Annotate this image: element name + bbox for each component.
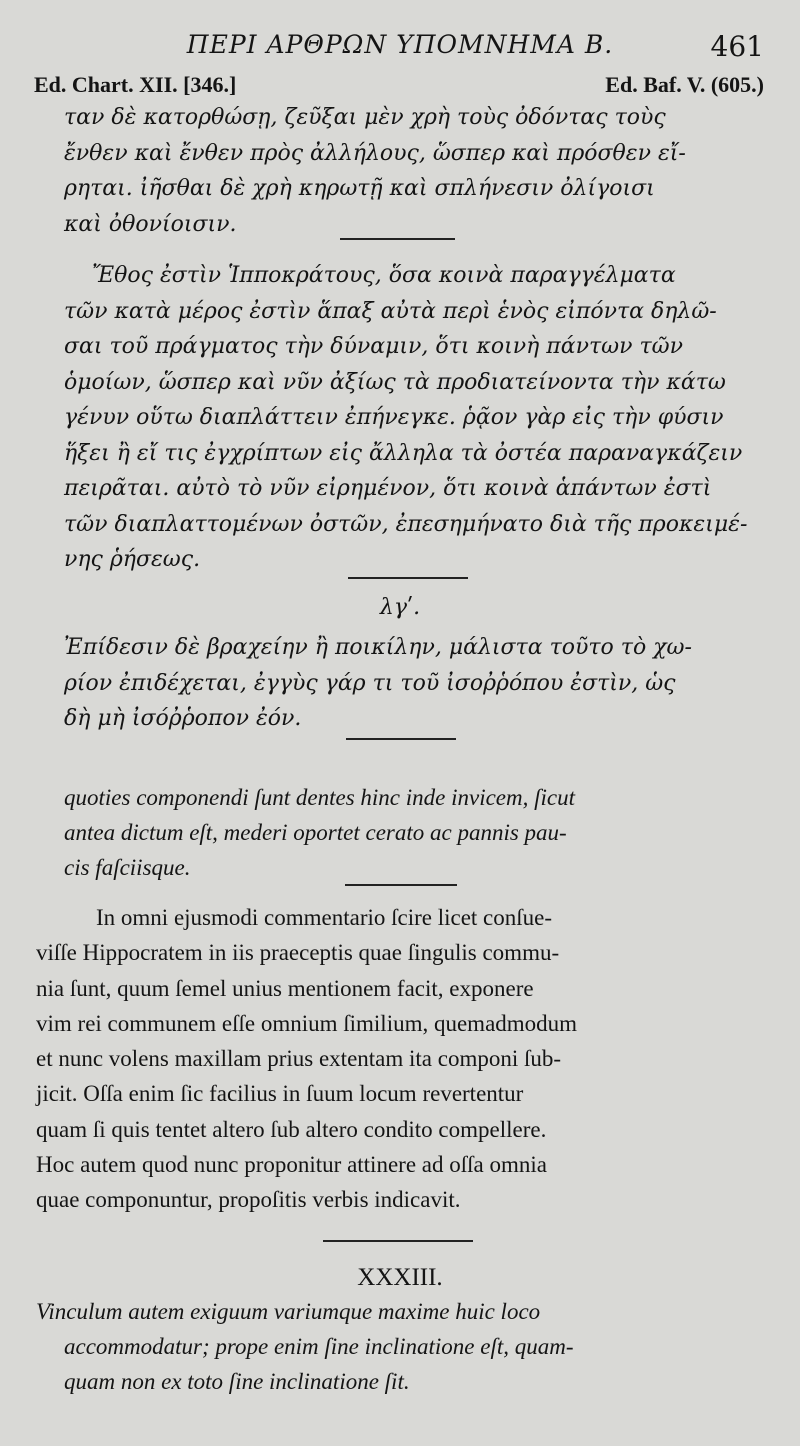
text-line: ἥξει ἢ εἴ τις ἐγχρίπτων εἰς ἄλληλα τὰ ὀστέα παραναγκάζειν — [64, 440, 743, 466]
text-line: ταν δὲ κατορθώσῃ, ζεῦξαι μὲν χρὴ τοὺς ὀδόντας τοὺς — [64, 105, 666, 130]
text-line: ρηται. ἰῆσθαι δὲ χρὴ κηρωτῇ καὶ σπλήνεσιν ὀλίγοισι — [64, 176, 655, 201]
text-line: antea dictum eſt, mederi oportet cerato ac pannis pau- — [64, 820, 567, 845]
text-line: ἔνθεν καὶ ἔνθεν πρὸς ἀλλήλους, ὥσπερ καὶ πρόσθεν εἴ- — [64, 140, 686, 166]
separator-rule — [345, 884, 457, 886]
edition-chartier: Ed. Chart. XII. [346.] — [34, 72, 237, 97]
separator-rule — [323, 1240, 473, 1242]
text-line: ρίον ἐπιδέχεται, ἐγγὺς γάρ τι τοῦ ἰσοῤῥόπου ἐστὶν, ὡς — [64, 670, 676, 696]
text-line: Ἔθος ἐστὶν Ἱπποκράτους, ὅσα κοινὰ παραγγέλματα — [92, 263, 676, 288]
running-title: ΠΕΡΙ ΑΡΘΡΩΝ ΥΠΟΜΝΗΜΑ Β. — [186, 30, 614, 59]
latin-commentary — [36, 900, 764, 1218]
text-line: τῶν κατὰ μέρος ἐστὶν ἅπαξ αὐτὰ περὶ ἑνὸς εἰπόντα δηλῶ- — [64, 298, 717, 324]
text-line: nia ſunt, quum ſemel unius mentionem facit, exponere — [36, 975, 534, 1001]
text-line: δὴ μὴ ἰσόῤῥοπον ἐόν. — [64, 706, 302, 731]
edition-references — [34, 72, 764, 98]
text-line: quae componuntur, propoſitis verbis indicavit. — [36, 1187, 461, 1213]
text-line: quam ſi quis tentet altero ſub altero condito compellere. — [36, 1116, 547, 1142]
latin-paragraph-1 — [64, 780, 764, 885]
text-line: vim rei communem eſſe omnium ſimilium, quemadmodum — [36, 1010, 578, 1036]
text-line: jicit. Oſſa enim ſic facilius in ſuum locum revertentur — [36, 1081, 524, 1107]
text-line: In omni ejusmodi commentario ſcire licet conſue- — [96, 905, 553, 930]
text-line: Hoc autem quod nunc proponitur attinere ad oſſa omnia — [36, 1152, 547, 1178]
text-line: viſſe Hippocratem in iis praeceptis quae ſingulis commu- — [36, 940, 560, 966]
latin-section-number: XXXIII. — [357, 1264, 443, 1291]
latin-paragraph-3 — [36, 1294, 764, 1399]
separator-rule — [340, 238, 455, 240]
separator-rule — [346, 738, 456, 740]
edition-basel: Ed. Baf. V. (605.) — [605, 72, 764, 97]
greek-section-number: λγʹ. — [379, 595, 421, 620]
text-line: Vinculum autem exiguum variumque maxime huic loco — [36, 1299, 541, 1324]
page-number: 461 — [710, 30, 764, 63]
text-line: ὁμοίων, ὥσπερ καὶ νῦν ἀξίως τὰ προδιατείνοντα τὴν κάτω — [64, 369, 726, 395]
text-line: cis faſciisque. — [64, 855, 191, 880]
text-line: καὶ ὀθονίοισιν. — [64, 211, 237, 237]
greek-paragraph-3 — [64, 630, 764, 737]
text-line: Ἐπίδεσιν δὲ βραχείην ἢ ποικίλην, μάλιστα τοῦτο τὸ χω- — [64, 635, 692, 660]
text-line: νης ῥήσεως. — [64, 547, 201, 572]
greek-paragraph-1 — [64, 100, 764, 242]
text-line: et nunc volens maxillam prius extentam ita componi ſub- — [36, 1046, 562, 1072]
greek-commentary — [64, 258, 764, 578]
text-line: γένυν οὕτω διαπλάττειν ἐπήνεγκε. ῥᾷον γὰρ εἰς τὴν φύσιν — [64, 405, 724, 430]
text-line: quoties componendi ſunt dentes hinc inde invicem, ſicut — [64, 785, 575, 810]
text-line: accommodatur; prope enim ſine inclinatione eſt, quam- — [64, 1334, 574, 1359]
text-line: τῶν διαπλαττομένων ὀστῶν, ἐπεσημήνατο διὰ τῆς προκειμέ- — [64, 511, 748, 537]
separator-rule — [348, 577, 468, 579]
text-line: quam non ex toto ſine inclinatione ſit. — [64, 1369, 410, 1394]
text-line: πειρᾶται. αὐτὸ τὸ νῦν εἰρημένον, ὅτι κοινὰ ἁπάντων ἐστὶ — [64, 476, 712, 501]
text-line: σαι τοῦ πράγματος τὴν δύναμιν, ὅτι κοινὴ πάντων τῶν — [64, 334, 683, 359]
